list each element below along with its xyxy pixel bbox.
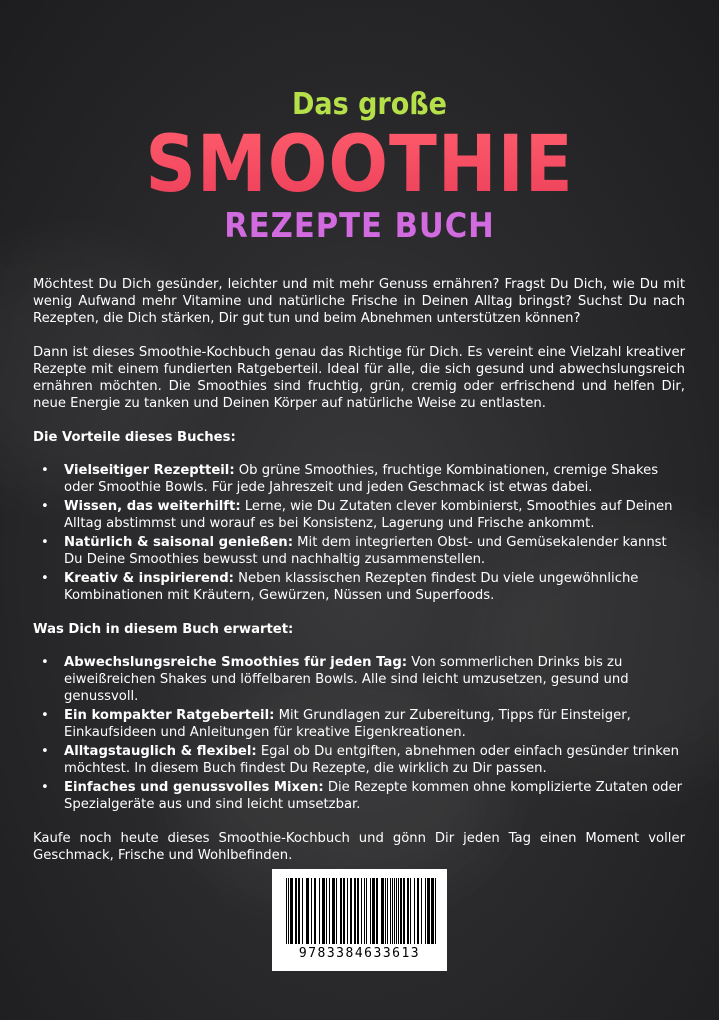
closing-paragraph: Kaufe noch heute dieses Smoothie-Kochbuch und gönn Dir jeden Tag einen Moment voller Geschmack, Frische und Wohlbefinden. — [33, 831, 685, 863]
section-heading-contents: Was Dich in diesem Buch erwartet: — [33, 622, 294, 637]
list-item: • Abwechslungsreiche Smoothies für jeden Tag: Von sommerlichen Drinks bis zu eiweißreichen Shakes und löffelbaren Bowls. Alle sind leicht umzusetzen, gesund und genussvoll. — [41, 655, 629, 704]
section-heading-benefits: Die Vorteile dieses Buches: — [33, 430, 236, 445]
list-item: • Kreativ & inspirierend: Neben klassischen Rezepten findest Du viele ungewöhnliche Kombinationen mit Kräutern, Gewürzen, Nüssen und Superfoods. — [41, 571, 639, 603]
title-line-1: Das große — [292, 87, 447, 122]
list-item: • Vielseitiger Rezeptteil: Ob grüne Smoothies, fruchtige Kombinationen, cremige Shakes oder Smoothie Bowls. Für jede Jahreszeit und jeden Geschmack ist etwas dabei. — [41, 463, 659, 495]
book-title — [0, 86, 719, 246]
bullet-icon: • — [41, 780, 49, 795]
list-item: • Wissen, das weiterhilft: Lerne, wie Du Zutaten clever kombinierst, Smoothies auf Deinen Alltag abstimmst und worauf es bei Konsistenz, Lagerung und Frische ankommt. — [41, 499, 673, 531]
barcode-bars — [286, 878, 436, 944]
benefits-list — [33, 462, 685, 604]
contents-list — [33, 654, 685, 813]
bullet-icon: • — [41, 655, 49, 670]
isbn-number: 9783384633613 — [298, 946, 421, 961]
list-item: • Natürlich & saisonal genießen: Mit dem integrierten Obst- und Gemüsekalender kannst Du Deine Smoothies bewusst und nachhaltig zusammenstellen. — [41, 535, 667, 567]
bullet-icon: • — [41, 499, 49, 514]
bullet-icon: • — [41, 708, 49, 723]
title-line-3: REZEPTE BUCH — [224, 206, 495, 246]
list-item: • Alltagstauglich & flexibel: Egal ob Du entgiften, abnehmen oder einfach gesünder trinken möchtest. In diesem Buch findest Du Rezepte, die wirklich zu Dir passen. — [41, 744, 679, 776]
title-line-2: SMOOTHIE — [0, 124, 719, 206]
isbn-barcode — [272, 869, 447, 971]
bullet-icon: • — [41, 571, 49, 586]
bullet-icon: • — [41, 744, 49, 759]
back-cover-text — [33, 276, 685, 881]
list-item: • Ein kompakter Ratgeberteil: Mit Grundlagen zur Zubereitung, Tipps für Einsteiger, Einkaufsideen und Anleitungen für kreative Eigenkreationen. — [41, 708, 631, 740]
list-item: • Einfaches und genussvolles Mixen: Die Rezepte kommen ohne komplizierte Zutaten oder Spezialgeräte aus und sind leicht umsetzbar. — [41, 780, 683, 812]
intro-paragraph-2: Dann ist dieses Smoothie-Kochbuch genau das Richtige für Dich. Es vereint eine Vielzahl kreativer Rezepte mit einem fundierten Ratgeberteil. Ideal für alle, die sich gesund und abwechslungsreich ernähren möchten. Die Smoothies sind fruchtig, grün, cremig oder erfrischend und helfen Dir, neue Energie zu tanken und Deinen Körper auf natürliche Weise zu entlasten. — [33, 345, 685, 411]
bullet-icon: • — [41, 535, 49, 550]
bullet-icon: • — [41, 463, 49, 478]
intro-paragraph-1: Möchtest Du Dich gesünder, leichter und mit mehr Genuss ernähren? Fragst Du Dich, wie Du mit wenig Aufwand mehr Vitamine und natürliche Frische in Deinen Alltag bringst? Suchst Du nach Rezepten, die Dich stärken, Dir gut tun und beim Abnehmen unterstützen können? — [33, 277, 685, 326]
